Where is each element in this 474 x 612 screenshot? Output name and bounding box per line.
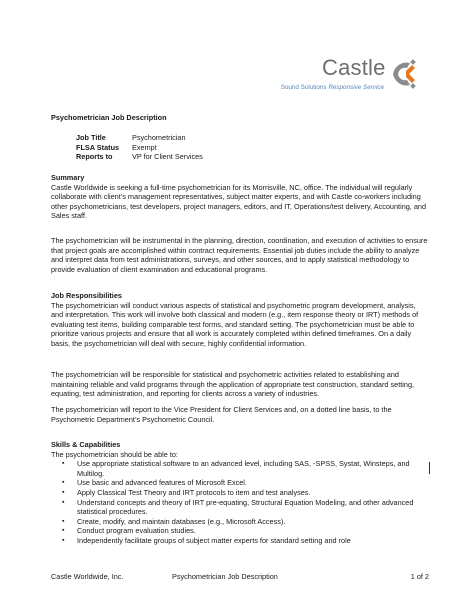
meta-key: Reports to — [76, 152, 113, 162]
list-item: ▪ Conduct program evaluation studies. — [51, 526, 429, 536]
summary-paragraph-1: Castle Worldwide is seeking a full-time psychometrician for its Morrisville, NC, office. The individual will regularly collaborate with client’s management representatives, subject matter experts, and with Castle co-workers including other psychometricians, test developers, project managers, editors, and IT, Operations/test delivery, Accounting, and Sales staff. — [51, 182, 427, 221]
responsibilities-paragraph-3-block — [51, 405, 429, 424]
meta-value: VP for Client Services — [132, 152, 203, 162]
responsibilities-paragraph-1: The psychometrician will conduct various aspects of statistical and psychometric program development, analysis, and interpretation. This work will involve both classical and modern (e.g., item response theory or IRT) methods of evaluating test items, building comparable test forms, and standard setting. The psychometrician must be able to prioritize various projects and ensure that all work is accurately completed within defined timeframes. On a daily basis, the psychometrician will deal with secure, highly confidential information. — [51, 300, 419, 348]
meta-value: Psychometrician — [132, 133, 186, 142]
castle-logo — [266, 54, 426, 98]
summary-section-continued — [51, 236, 429, 274]
list-item: ▪ Apply Classical Test Theory and IRT protocols to item and test analyses. — [51, 488, 429, 498]
logo-wordmark: Castle — [322, 55, 386, 80]
footer-company: Castle Worldwide, Inc. — [51, 572, 124, 581]
responsibilities-paragraph-2: The psychometrician will be responsible for statistical and psychometric activities related to establishing and maintaining reliable and valid programs through the application of appropriate test construction, standard setting, equating, test administration, and reporting for clients across a variety of industries. — [51, 370, 415, 399]
logo-tagline — [266, 84, 384, 92]
document-title: Psychometrician Job Description — [51, 113, 167, 122]
logo-tagline-italic: Responsive Service — [328, 84, 384, 91]
responsibilities-paragraph-3: The psychometrician will report to the Vice President for Client Services and, on a dotted line basis, to the Psychometric Department’s Psychometric Council. — [51, 405, 392, 424]
meta-key: FLSA Status — [76, 142, 120, 152]
responsibilities-paragraph-2-block — [51, 370, 429, 399]
list-item: ▪ Create, modify, and maintain databases (e.g., Microsoft Access). — [51, 517, 429, 527]
page-footer — [51, 572, 429, 581]
skills-heading: Skills & Capabilities — [51, 440, 121, 449]
job-meta — [76, 133, 203, 162]
meta-row-flsa-status — [76, 143, 203, 153]
skills-intro: The psychometrician should be able to: — [51, 449, 178, 459]
meta-row-reports-to — [76, 152, 203, 162]
summary-heading: Summary — [51, 173, 85, 182]
list-item: ▪ Use basic and advanced features of Microsoft Excel. — [51, 478, 429, 488]
summary-paragraph-2: The psychometrician will be instrumental in the planning, direction, coordination, and execution of activities to ensure that project goals are accomplished within contract requirements. Essential job duties include the ability to analyze and interpret data from test administrations, surveys, and other sources, and to apply statistical methodology to provide evaluation of client examination and educational programs. — [51, 236, 428, 274]
footer-page-number: 1 of 2 — [410, 572, 429, 581]
meta-row-job-title — [76, 133, 203, 143]
responsibilities-section — [51, 291, 429, 349]
skills-list — [51, 459, 429, 545]
summary-section — [51, 173, 429, 221]
text-cursor — [429, 462, 430, 474]
skills-section — [51, 440, 429, 546]
meta-key: Job Title — [76, 133, 106, 142]
footer-doc-title: Psychometrician Job Description — [172, 572, 278, 581]
list-item: ▪ Use appropriate statistical software to an advanced level, including SAS, -SPSS, Systat, Winsteps, and Multilog. — [51, 459, 429, 478]
responsibilities-heading: Job Responsibilities — [51, 291, 122, 300]
list-item: ▪ Understand concepts and theory of IRT pre-equating, Structural Equation Modeling, and other advanced statistical procedures. — [51, 498, 429, 517]
meta-value: Exempt — [132, 142, 157, 152]
list-item: ▪ Independently facilitate groups of subject matter experts for standard setting and role — [51, 536, 429, 546]
logo-tagline-plain: Sound Solutions — [280, 84, 327, 91]
castle-swirl-icon — [390, 57, 420, 91]
